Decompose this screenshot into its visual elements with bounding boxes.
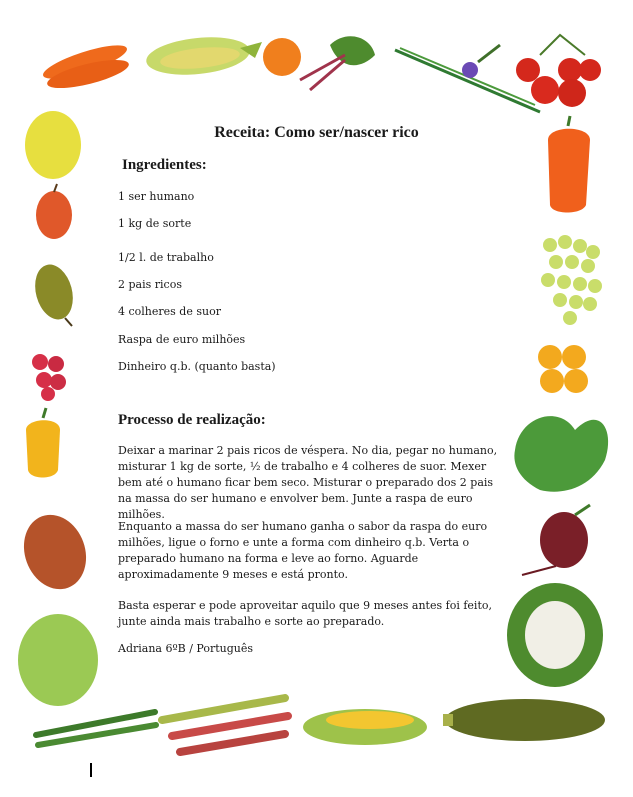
page-title: Receita: Como ser/nascer rico bbox=[214, 124, 419, 141]
ingredient-item: 1 ser humano bbox=[118, 190, 195, 203]
apricots-icon bbox=[538, 345, 588, 393]
herbs-icon bbox=[300, 36, 375, 90]
text-cursor bbox=[90, 763, 92, 777]
green-beans-icon bbox=[36, 712, 156, 745]
corn-icon bbox=[144, 33, 262, 80]
raspberries-icon bbox=[32, 354, 66, 401]
ingredient-item: Raspa de euro milhões bbox=[118, 333, 246, 346]
cauliflower-icon bbox=[507, 583, 603, 687]
chives-icon bbox=[395, 48, 540, 112]
ingredient-item: 1/2 l. de trabalho bbox=[118, 251, 214, 264]
sweet-potato-icon bbox=[14, 506, 96, 598]
ingredients-heading: Ingredientes: bbox=[122, 157, 207, 173]
orange-icon bbox=[263, 38, 301, 76]
cabbage-icon bbox=[18, 614, 98, 706]
process-heading: Processo de realização: bbox=[118, 412, 266, 428]
process-paragraph: Deixar a marinar 2 pais ricos de véspera. No dia, pegar no humano, misturar 1 kg de sorte, ½ de trabalho e 4 colheres de suor. Mexer bem até o humano ficar bem seco. Misturar o preparado dos 2 pais na massa do ser humano e envolver bem. Junte a raspa de euro milhões. bbox=[118, 444, 498, 521]
tomatoes-icon bbox=[516, 35, 601, 107]
ingredient-item: 4 colheres de suor bbox=[118, 305, 221, 318]
pear-icon bbox=[29, 260, 78, 326]
process-paragraph: Enquanto a massa do ser humano ganha o sabor da raspa do euro milhões, ligue o forno e unte a forma com dinheiro q.b. Verta o preparado humano na forma e leve ao forno. Aguarde aproximadamente 9 meses e está pronto. bbox=[118, 520, 488, 581]
beetroot-icon bbox=[522, 505, 590, 575]
apple-icon bbox=[36, 184, 72, 239]
carrots-icon bbox=[40, 39, 131, 94]
yellow-pepper-icon bbox=[26, 408, 60, 478]
corn-icon-bottom bbox=[303, 709, 427, 745]
ingredient-item: 2 pais ricos bbox=[118, 278, 182, 291]
signature: Adriana 6ºB / Português bbox=[118, 642, 254, 655]
grapes-icon bbox=[541, 235, 602, 325]
zucchini-icon bbox=[443, 699, 605, 741]
process-paragraph: Basta esperar e pode aproveitar aquilo que 9 meses antes foi feito, junte ainda mais trabalho e sorte ao preparado. bbox=[118, 599, 492, 628]
ingredient-item: Dinheiro q.b. (quanto basta) bbox=[118, 360, 276, 373]
ingredient-item: 1 kg de sorte bbox=[118, 217, 192, 230]
lettuce-leaves-icon bbox=[514, 416, 608, 492]
flower-icon bbox=[462, 45, 500, 78]
rhubarb-icon bbox=[162, 698, 288, 752]
melon-icon bbox=[25, 111, 81, 179]
